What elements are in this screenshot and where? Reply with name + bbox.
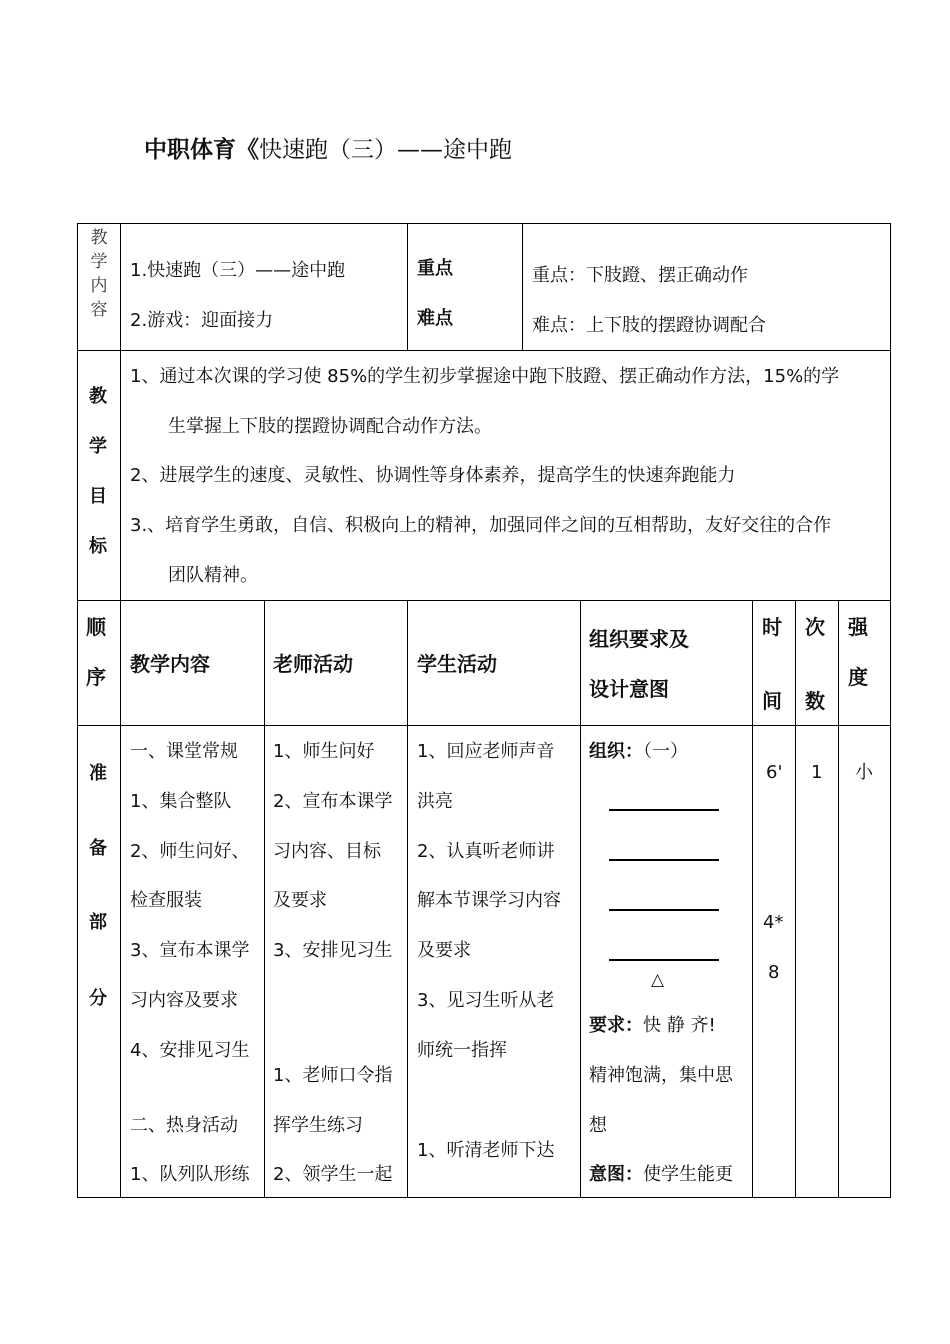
objectives-label-char: 标 <box>89 536 107 557</box>
prep-label-char: 准 <box>89 763 107 784</box>
prep-intensity: 小 <box>855 762 873 783</box>
prep-teacher-line: 习内容、目标 <box>273 841 381 862</box>
prep-content-line: 一、课堂常规 <box>130 741 238 762</box>
formation-line <box>609 909 719 911</box>
content-item-1: 1.快速跑（三）——途中跑 <box>130 260 346 281</box>
header-student: 学生活动 <box>417 652 497 676</box>
prep-label-char: 分 <box>89 988 107 1009</box>
prep-label-char: 备 <box>89 838 107 859</box>
org-label: 组织： <box>589 741 643 762</box>
formation-line <box>609 859 719 861</box>
org-value: （一） <box>643 741 688 762</box>
requirement-line-2: 精神饱满，集中思 <box>589 1065 733 1086</box>
row-divider <box>77 350 891 351</box>
prep-student-line: 洪亮 <box>417 791 453 812</box>
prep-teacher-line: 1、老师口令指 <box>273 1065 393 1086</box>
column-divider <box>795 600 796 1198</box>
column-divider <box>407 600 408 1198</box>
header-count: 数 <box>805 689 825 713</box>
table-border-bottom <box>77 1197 891 1198</box>
prep-content-line: 1、集合整队 <box>130 791 232 812</box>
difficulty-text: 难点：上下肢的摆蹬协调配合 <box>532 315 766 336</box>
prep-time-1: 6' <box>766 762 783 783</box>
prep-count: 1 <box>811 762 823 783</box>
prep-teacher-line: 及要求 <box>273 890 327 911</box>
column-divider <box>752 600 753 1198</box>
requirement-value: 快 静 齐! <box>643 1015 716 1036</box>
prep-teacher-line: 3、安排见习生 <box>273 940 393 961</box>
prep-content-line: 3、宣布本课学 <box>130 940 250 961</box>
prep-teacher-line: 1、师生问好 <box>273 741 375 762</box>
header-order: 顺 <box>86 615 106 639</box>
header-time: 间 <box>762 689 782 713</box>
row-label-content: 教 学 内 容 <box>90 228 108 320</box>
prep-student-line: 解本节课学习内容 <box>417 890 561 911</box>
row-divider <box>77 725 891 726</box>
header-content: 教学内容 <box>130 652 210 676</box>
key-point-label: 重点 <box>417 258 453 279</box>
column-divider <box>522 223 523 350</box>
column-divider <box>580 600 581 1198</box>
objective-line: 2、进展学生的速度、灵敏性、协调性等身体素养，提高学生的快速奔跑能力 <box>130 465 736 486</box>
row-divider <box>77 600 891 601</box>
prep-content-line: 4、安排见习生 <box>130 1040 250 1061</box>
intent-line <box>589 1163 733 1187</box>
prep-teacher-line: 2、领学生一起 <box>273 1164 393 1185</box>
column-divider <box>264 600 265 1198</box>
prep-content-line: 二、热身活动 <box>130 1115 238 1136</box>
requirement-line-3: 想 <box>589 1115 607 1136</box>
title-rest-part: 快速跑（三）——途中跑 <box>259 137 512 163</box>
prep-student-line: 2、认真听老师讲 <box>417 841 555 862</box>
objective-line: 1、通过本次课的学习使 85%的学生初步掌握途中跑下肢蹬、摆正确动作方法，15%的学 <box>130 366 840 387</box>
prep-content-line: 习内容及要求 <box>130 990 238 1011</box>
key-point-text: 重点：下肢蹬、摆正确动作 <box>532 265 748 286</box>
header-org: 组织要求及 <box>589 627 689 651</box>
header-count: 次 <box>805 615 825 639</box>
content-item-2: 2.游戏：迎面接力 <box>130 310 274 331</box>
prep-student-line: 师统一指挥 <box>417 1040 507 1061</box>
header-teacher: 老师活动 <box>273 652 353 676</box>
column-divider <box>838 600 839 1198</box>
objective-line: 生掌握上下肢的摆蹬协调配合动作方法。 <box>168 416 492 437</box>
objectives-label-char: 学 <box>89 436 107 457</box>
column-divider <box>407 223 408 350</box>
prep-content-line: 检查服装 <box>130 890 202 911</box>
header-intensity: 强 <box>848 615 868 639</box>
formation-line <box>609 959 719 961</box>
formation-line <box>609 809 719 811</box>
table-border-top <box>77 223 891 224</box>
table-border-left <box>77 223 78 1198</box>
prep-student-line: 及要求 <box>417 940 471 961</box>
prep-label-char: 部 <box>89 912 107 933</box>
header-order: 序 <box>86 665 106 689</box>
prep-time-2b: 8 <box>768 962 780 983</box>
prep-teacher-line: 挥学生练习 <box>273 1115 363 1136</box>
intent-label: 意图： <box>589 1164 643 1185</box>
prep-content-line: 2、师生问好、 <box>130 841 250 862</box>
prep-student-line: 1、回应老师声音 <box>417 741 555 762</box>
header-time: 时 <box>762 615 782 639</box>
objective-line: 3.、培育学生勇敢，自信、积极向上的精神，加强同伴之间的互相帮助，友好交往的合作 <box>130 515 832 536</box>
requirement-line <box>589 1014 716 1038</box>
org-line <box>589 740 688 764</box>
intent-value: 使学生能更 <box>643 1164 733 1185</box>
objectives-label-char: 目 <box>89 486 107 507</box>
title-bold-part: 中职体育《 <box>144 137 259 163</box>
objective-line: 团队精神。 <box>168 565 258 586</box>
prep-student-line: 1、听清老师下达 <box>417 1140 555 1161</box>
objectives-label-char: 教 <box>89 386 107 407</box>
prep-time-2a: 4* <box>763 912 784 933</box>
difficulty-label: 难点 <box>417 308 453 329</box>
prep-teacher-line: 2、宣布本课学 <box>273 791 393 812</box>
label-column-divider <box>120 223 121 1198</box>
requirement-label: 要求： <box>589 1015 643 1036</box>
header-intensity: 度 <box>848 665 868 689</box>
header-org: 设计意图 <box>589 677 669 701</box>
prep-content-line: 1、队列队形练 <box>130 1164 250 1185</box>
prep-student-line: 3、见习生听从老 <box>417 990 555 1011</box>
table-border-right <box>890 223 891 1198</box>
teacher-position-triangle-icon: △ <box>651 970 665 990</box>
